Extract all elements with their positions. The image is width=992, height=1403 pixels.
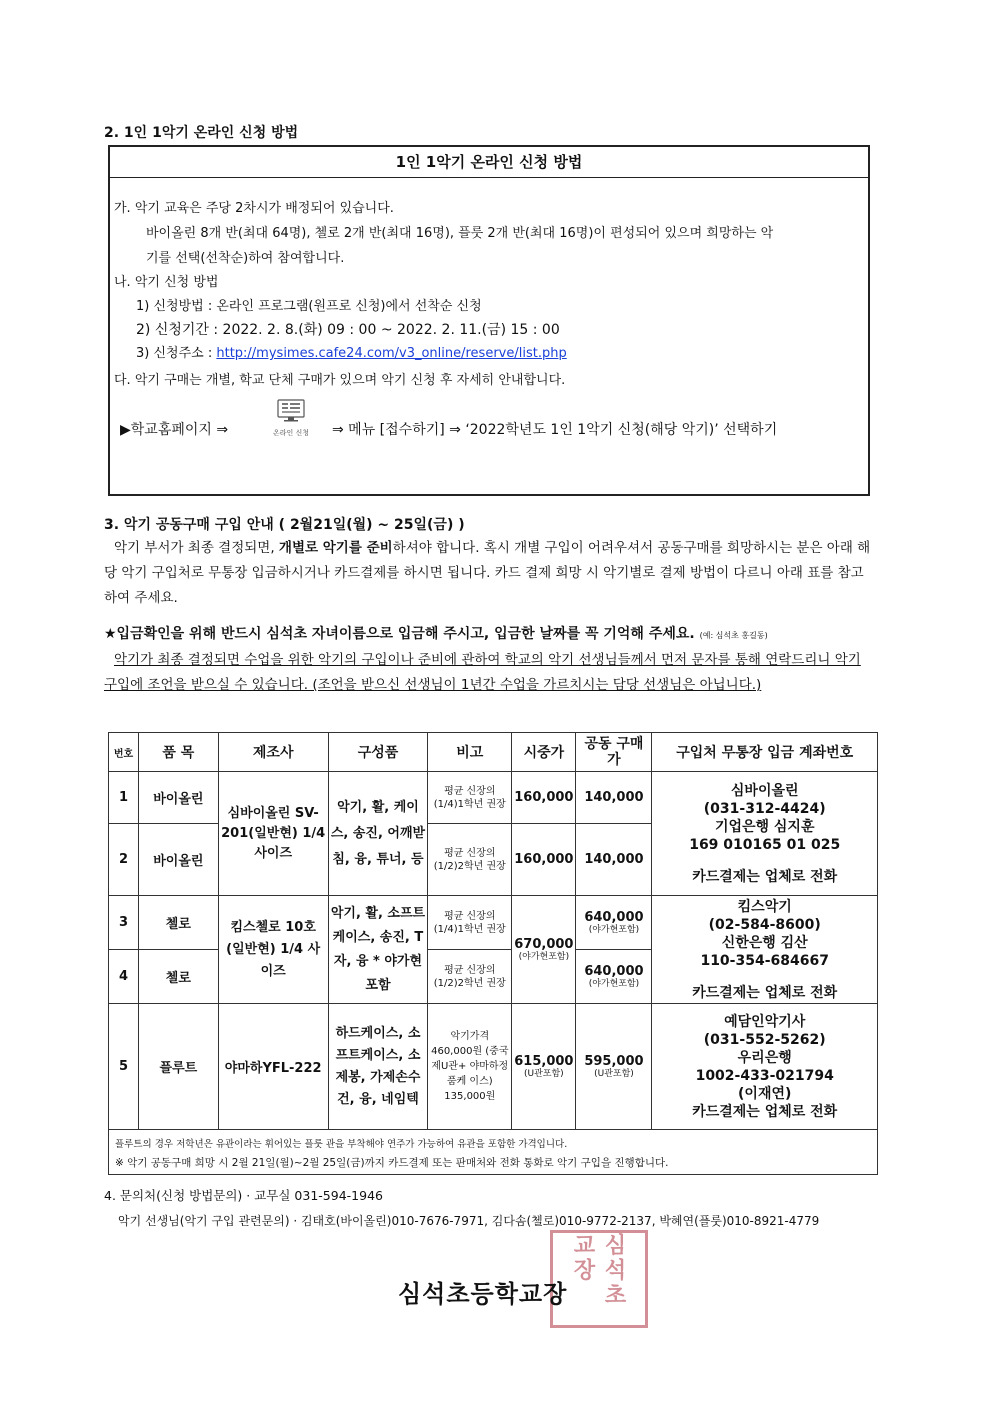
row-no: 4 [109, 950, 139, 1004]
account-line: 110-354-684667 [700, 952, 829, 969]
p1-b: 하셔야 합니다. 혹시 개별 구입이 어려우셔서 공동구매를 희망하시는 분은 아래 해당 악기 구입처로 무통장 입금하시거나 카드결제를 하시면 됩니다. 카드 결제 희망 시 악기별로 결제 방법이 다르니 아래 표를 참고하여 주세요. [104, 540, 871, 606]
row-item: 첼로 [138, 896, 218, 950]
item-na-1: 1) 신청방법 : 온라인 프로그램(원프로 신청)에서 선착순 신청 [136, 299, 482, 314]
contact-line-1: 4. 문의처(신청 방법문의) · 교무실 031-594-1946 [104, 1188, 383, 1203]
row-no: 3 [109, 896, 139, 950]
row-note: 악기가격 460,000원 (중국제U관+ 야마하정품케 이스) 135,000원 [428, 1004, 512, 1130]
account-line: 신한은행 김산 [721, 934, 808, 951]
row-no: 2 [109, 824, 139, 896]
section3-paragraph-1 [104, 536, 874, 611]
monitor-icon [276, 399, 306, 423]
online-apply-label: 온라인 신청 [272, 429, 310, 437]
group-purchase-table [108, 732, 878, 1175]
table-header-row [109, 733, 878, 772]
account-line: 카드결제는 업체로 전화 [692, 868, 838, 885]
item-na: 나. 악기 신청 방법 [114, 275, 219, 290]
header-group-price: 공동 구매가 [576, 733, 652, 772]
item-ga: 가. 악기 교육은 주당 2차시가 배정되어 있습니다. [114, 201, 394, 216]
group-note: (U관포함) [594, 1068, 634, 1079]
item-ga-detail-2: 기를 선택(선착순)하여 참여합니다. [146, 251, 345, 266]
item-na-3 [136, 342, 567, 361]
header-account: 구입처 무통장 입금 계좌번호 [652, 733, 878, 772]
row-market: 160,000 [512, 772, 576, 824]
notice-text: ★입금확인을 위해 반드시 심석초 자녀이름으로 입금해 주시고, 입금한 날짜를 꼭 기억해 주세요. [104, 626, 695, 642]
account-line: 예담인악기사 [724, 1013, 806, 1030]
account-line: 기업은행 심지훈 [714, 818, 815, 835]
violin-maker: 심바이올린 SV-201(일반현) 1/4 사이즈 [218, 772, 328, 896]
contact-line-2: 악기 선생님(악기 구입 관련문의) · 김태호(바이올린)010-7676-7971, 김다솜(첼로)010-9772-2137, 박혜연(플룻)010-8921-4779 [118, 1214, 820, 1228]
notice-example: (예: 심석초 홍길동) [699, 631, 768, 640]
school-seal-stamp: 심석초교장 [550, 1230, 648, 1328]
deposit-notice [104, 623, 768, 643]
address-label: 3) 신청주소 : [136, 346, 217, 361]
account-line: 1002-433-021794 [695, 1067, 834, 1084]
violin-parts: 악기, 활, 케이스, 송진, 어깨받침, 융, 튜너, 등 [328, 772, 428, 896]
footnote-2: ※ 악기 공동구매 희망 시 2월 21일(월)~2월 25일(금)까지 카드결제 또는 판매처와 전화 통화로 악기 구입을 진행합니다. [115, 1157, 669, 1169]
p1-a: 악기 부서가 최종 결정되면, [114, 540, 279, 556]
account-line: 카드결제는 업체로 전화 [692, 1103, 838, 1120]
account-line: 심바이올린 [730, 782, 799, 799]
account-line: 카드결제는 업체로 전화 [692, 984, 838, 1001]
group-value: 640,000 [584, 909, 644, 925]
group-value: 595,000 [584, 1053, 644, 1069]
table-row [109, 772, 878, 824]
header-parts: 구성품 [328, 733, 428, 772]
account-line: 우리은행 [737, 1049, 792, 1066]
row-maker: 야마하YFL-222 [218, 1004, 328, 1130]
section2-heading: 2. 1인 1악기 온라인 신청 방법 [104, 125, 299, 141]
table-row [109, 1004, 878, 1130]
nav-end: ⇒ 메뉴 [접수하기] ⇒ ‘2022학년도 1인 1악기 신청(해당 악기)’ 선택하기 [332, 422, 778, 438]
cello-maker: 킴스첼로 10호 (일반현) 1/4 사이즈 [218, 896, 328, 1004]
row-item: 플루트 [138, 1004, 218, 1130]
row-note: 평균 신장의 (1/4)1학년 권장 [428, 772, 512, 824]
box-title: 1인 1악기 온라인 신청 방법 [110, 147, 868, 178]
market-note: (U관포함) [524, 1068, 564, 1079]
header-note: 비고 [428, 733, 512, 772]
row-group: 140,000 [576, 772, 652, 824]
flute-account [652, 1004, 878, 1130]
row-item: 첼로 [138, 950, 218, 1004]
item-ga-detail-1: 바이올린 8개 반(최대 64명), 첼로 2개 반(최대 16명), 플룻 2개 반(최대 16명)이 편성되어 있으며 희망하는 악 [146, 226, 774, 241]
p1-bold: 개별로 악기를 준비 [278, 540, 393, 556]
row-item: 바이올린 [138, 772, 218, 824]
row-group: 140,000 [576, 824, 652, 896]
table-footnote [109, 1130, 878, 1175]
account-line: (이재연) [738, 1085, 792, 1102]
footnote-1: 플루트의 경우 저학년은 유관이라는 휘어있는 플룻 관을 부착해야 연주가 가능하여 유관을 포함한 가격입니다. [115, 1139, 568, 1150]
row-note: 평균 신장의 (1/2)2학년 권장 [428, 950, 512, 1004]
item-na-2: 2) 신청기간 : 2022. 2. 8.(화) 09 : 00 ~ 2022. 2. 11.(금) 15 : 00 [136, 322, 560, 338]
online-apply-icon-wrap[interactable] [268, 399, 314, 438]
header-market-price: 시중가 [512, 733, 576, 772]
header-item: 품 목 [138, 733, 218, 772]
section3-heading: 3. 악기 공동구매 구입 안내 ( 2월21일(월) ~ 25일(금) ) [104, 517, 465, 533]
account-line: (031-312-4424) [703, 800, 826, 817]
group-value: 640,000 [584, 963, 644, 979]
account-line: (031-552-5262) [703, 1031, 826, 1048]
section3-paragraph-2: 악기가 최종 결정되면 수업을 위한 악기의 구입이나 준비에 관하여 학교의 악기 선생님들께서 먼저 문자를 통해 연락드리니 악기 구입에 조언을 받으실 수 있습니다. (조언을 받으신 선생님이 1년간 수업을 가르치시는 담당 선생님은 아닙니다.) [104, 652, 861, 693]
header-maker: 제조사 [218, 733, 328, 772]
cello-parts: 악기, 활, 소프트케이스, 송진, T자, 융 * 야가현 포함 [328, 896, 428, 1004]
row-item: 바이올린 [138, 824, 218, 896]
table-row [109, 896, 878, 950]
cello-market-note: (야가현포함) [518, 951, 570, 962]
row-group [576, 896, 652, 950]
row-no: 1 [109, 772, 139, 824]
row-note: 평균 신장의 (1/4)1학년 권장 [428, 896, 512, 950]
header-no: 번호 [109, 733, 139, 772]
table-footnote-row [109, 1130, 878, 1175]
group-note: (야가현포함) [588, 978, 640, 989]
item-da: 다. 악기 구매는 개별, 학교 단체 구매가 있으며 악기 신청 후 자세히 안내합니다. [114, 373, 566, 388]
account-line: (02-584-8600) [708, 916, 821, 933]
account-line: 킴스악기 [737, 898, 792, 915]
row-parts: 하드케이스, 소프트케이스, 소제봉, 가제손수건, 융, 네임텍 [328, 1004, 428, 1130]
application-method-box [108, 145, 870, 496]
cello-account [652, 896, 878, 1004]
group-note: (야가현포함) [588, 924, 640, 935]
row-no: 5 [109, 1004, 139, 1130]
row-market [512, 1004, 576, 1130]
row-note: 평균 신장의 (1/2)2학년 권장 [428, 824, 512, 896]
principal-signature: 심석초등학교장 [398, 1280, 568, 1308]
nav-start: ▶학교홈페이지 ⇒ [120, 422, 229, 438]
violin-account [652, 772, 878, 896]
cello-market-value: 670,000 [514, 936, 574, 952]
row-market: 160,000 [512, 824, 576, 896]
market-value: 615,000 [514, 1053, 574, 1069]
application-url-link[interactable]: http://mysimes.cafe24.com/v3_online/reserve/list.php [216, 346, 567, 361]
row-group [576, 1004, 652, 1130]
row-group [576, 950, 652, 1004]
account-line: 169 010165 01 025 [689, 836, 841, 853]
cello-market [512, 896, 576, 1004]
